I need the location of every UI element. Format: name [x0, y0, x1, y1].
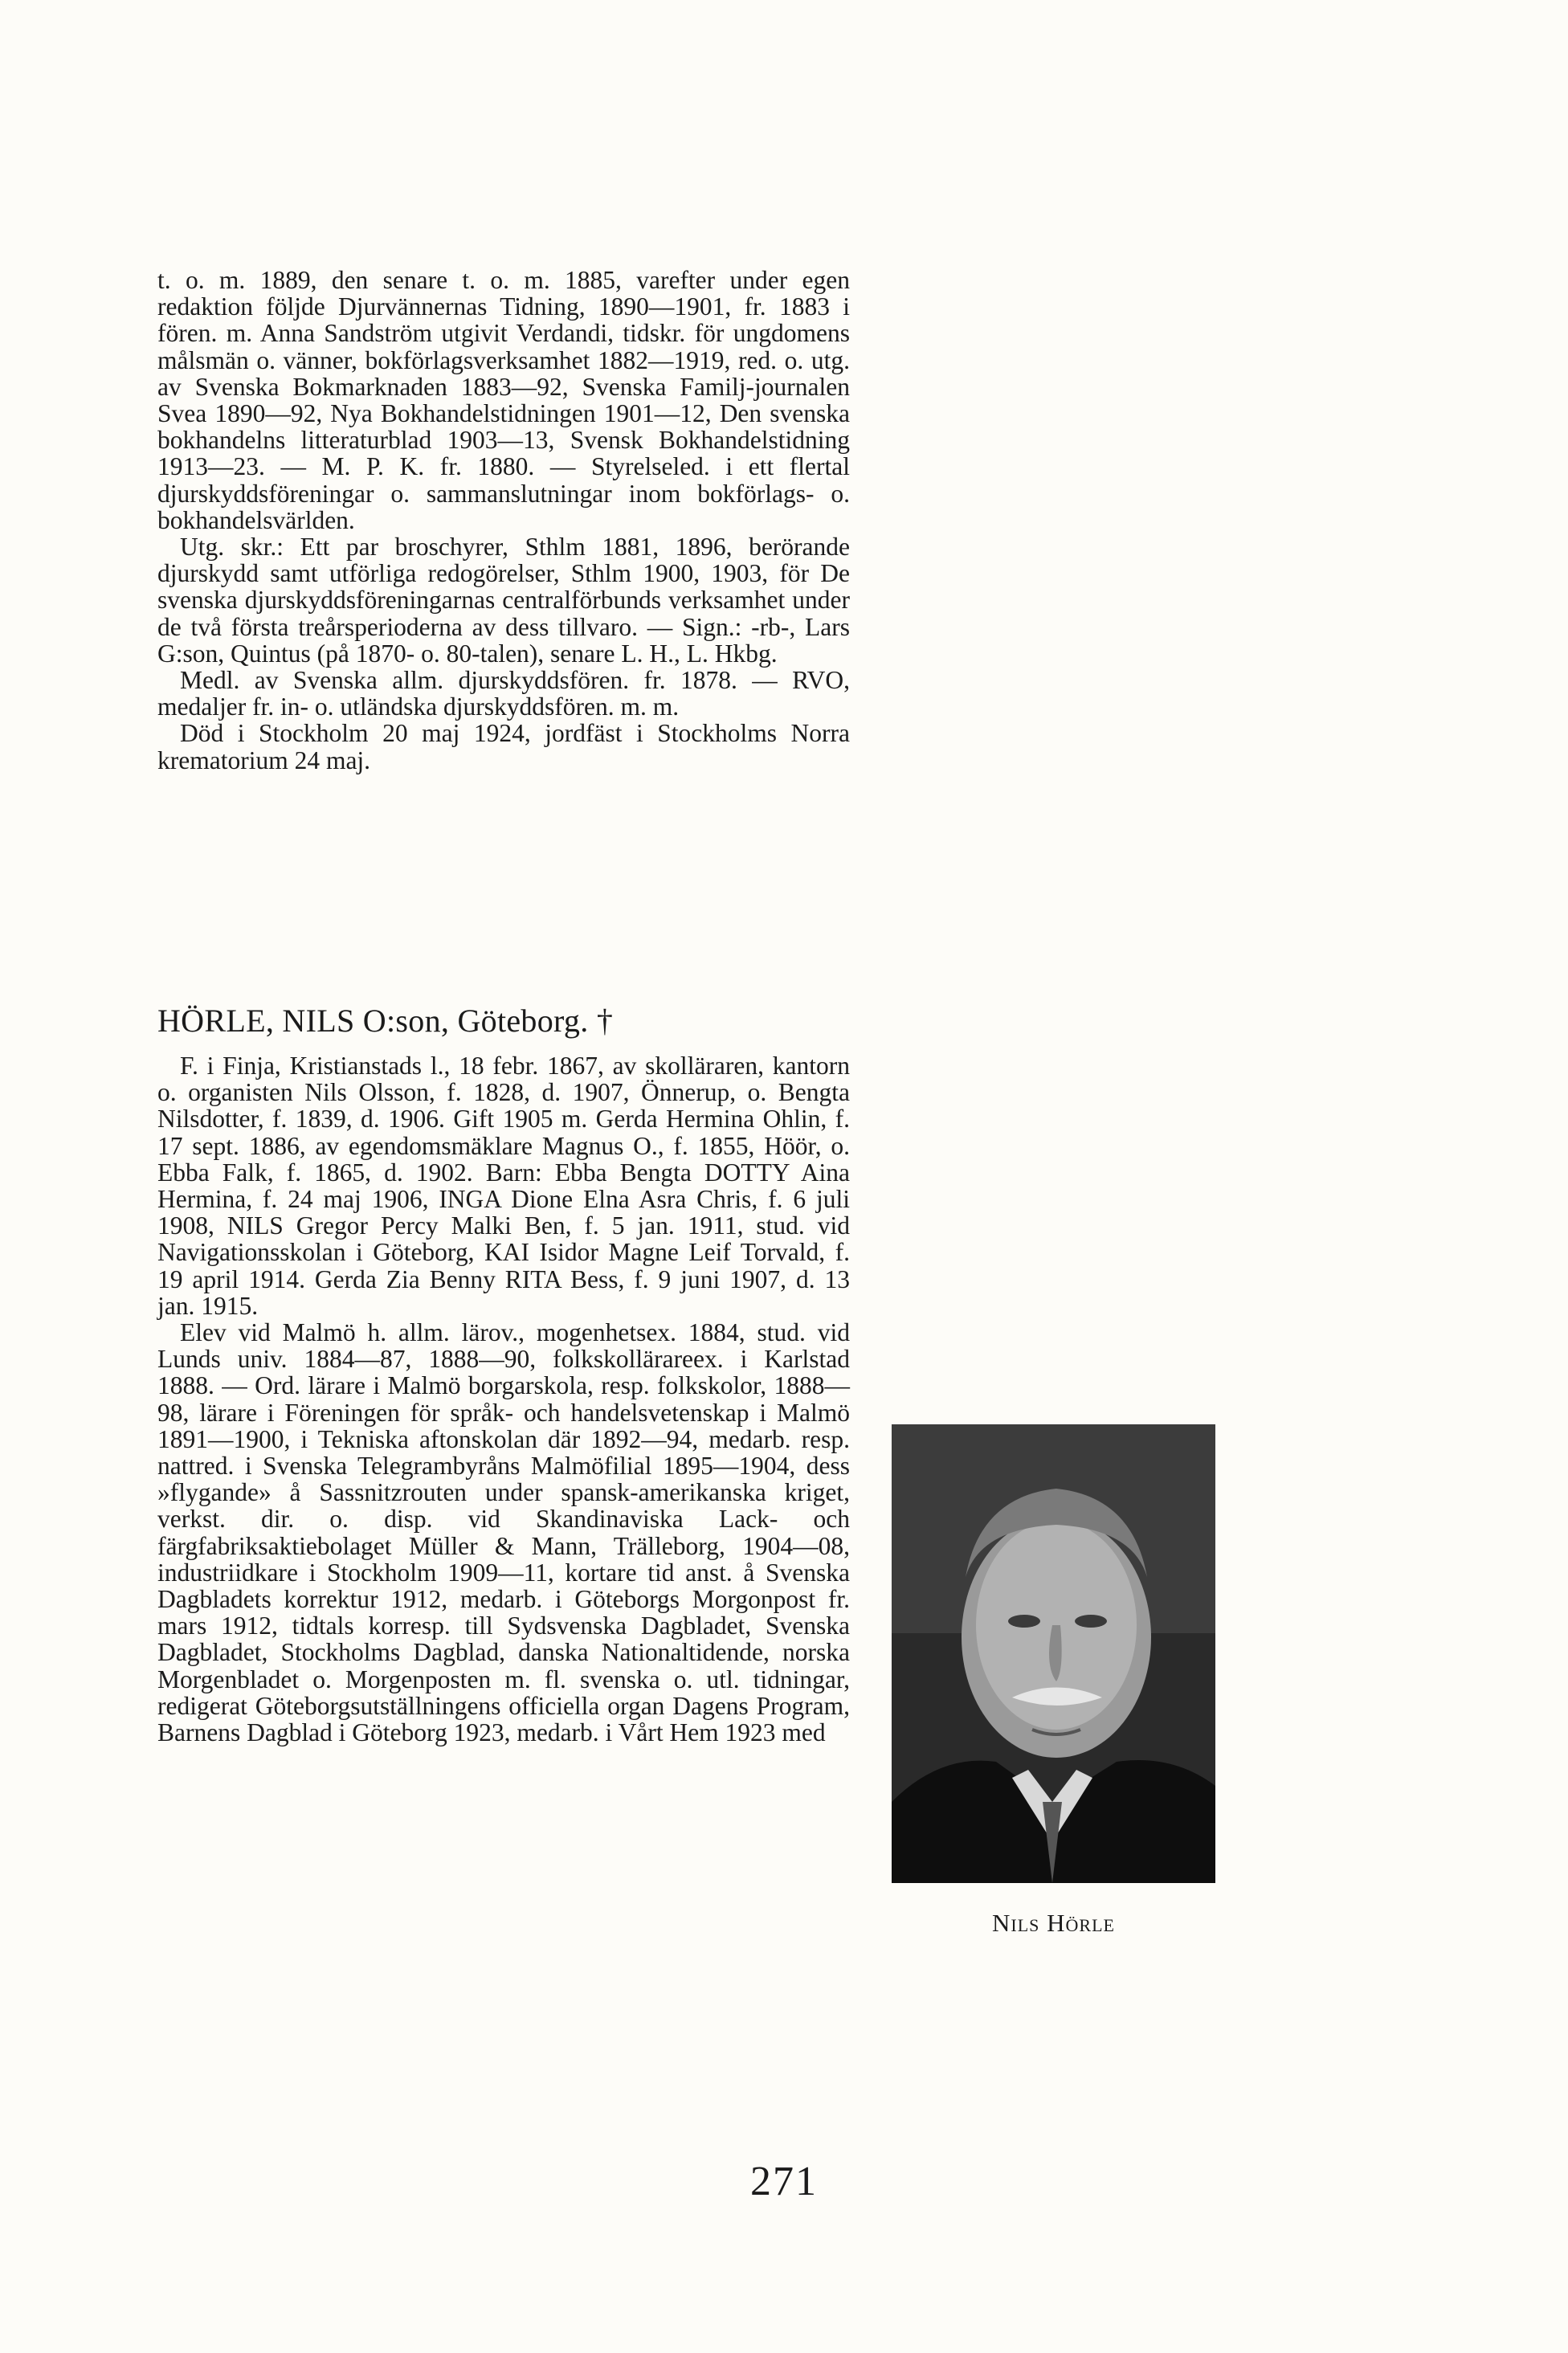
paragraph: Död i Stockholm 20 maj 1924, jordfäst i Stockholms Norra krematorium 24 maj.	[157, 719, 850, 774]
paragraph: Utg. skr.: Ett par broschyrer, Sthlm 1881, 1896, berörande djurskydd samt utförliga redogörelser, Sthlm 1900, 1903, för De svenska djurskyddsföreningarnas centralförbunds verksamhet under de två första treårsperioderna av dess tillvaro. — Sign.: -rb-, Lars G:son, Quintus (på 1870- o. 80-talen), senare L. H., L. Hkbg.	[157, 533, 850, 668]
paragraph: t. o. m. 1889, den senare t. o. m. 1885, varefter under egen redaktion följde Djurvännernas Tidning, 1890—1901, fr. 1883 i fören. m. Anna Sandström utgivit Verdandi, tidskr. för ungdomens målsmän o. vänner, bokförlagsverksamhet 1882—1919, red. o. utg. av Svenska Bokmarknaden 1883—92, Svenska Familj-journalen Svea 1890—92, Nya Bokhandelstidningen 1901—12, Den svenska bokhandelns litteraturblad 1903—13, Svensk Bokhandelstidning 1913—23. — M. P. K. fr. 1880. — Styrelseled. i ett flertal djurskyddsföreningar o. sammanslutningar inom bokförlags- o. bokhandelsvärlden.	[157, 266, 850, 534]
entry-body	[157, 1052, 850, 1746]
page-number: 271	[750, 2159, 818, 2204]
portrait-illustration	[892, 1424, 1215, 1883]
paragraph: Elev vid Malmö h. allm. lärov., mogenhetsex. 1884, stud. vid Lunds univ. 1884—87, 1888—90, folkskollärareex. i Karlstad 1888. — Ord. lärare i Malmö borgarskola, resp. folkskolor, 1888—98, lärare i Föreningen för språk- och handelsvetenskap i Malmö 1891—1900, i Tekniska aftonskolan där 1892—94, medarb. resp. nattred. i Svenska Telegrambyråns Malmöfilial 1895—1904, dess »flygande» å Sassnitzrouten under spansk-amerikanska kriget, verkst. dir. o. disp. vid Skandinaviska Lack- och färgfabriksaktiebolaget Müller & Mann, Trälleborg, 1904—08, industriidkare i Stockholm 1909—11, kortare tid anst. å Svenska Dagbladets korrektur 1912, medarb. i Göteborgs Morgonpost fr. mars 1912, tidtals korresp. till Sydsvenska Dagbladet, Svenska Dagbladet, Stockholms Dagblad, danska Nationaltidende, norska Morgenbladet o. Morgenposten m. fl. svenska o. utl. tidningar, redigerat Göteborgsutställningens officiella organ Dagens Program, Barnens Dagblad i Göteborg 1923, medarb. i Vårt Hem 1923 med	[157, 1318, 850, 1747]
portrait-photo	[892, 1424, 1215, 1883]
photo-caption: Nils Hörle	[992, 1909, 1115, 1937]
paragraph: F. i Finja, Kristianstads l., 18 febr. 1867, av skolläraren, kantorn o. organisten Nils Olsson, f. 1828, d. 1907, Önnerup, o. Bengta Nilsdotter, f. 1839, d. 1906. Gift 1905 m. Gerda Hermina Ohlin, f. 17 sept. 1886, av egendomsmäklare Magnus O., f. 1855, Höör, o. Ebba Falk, f. 1865, d. 1902. Barn: Ebba Bengta DOTTY Aina Hermina, f. 24 maj 1906, INGA Dione Elna Asra Chris, f. 6 juli 1908, NILS Gregor Percy Malki Ben, f. 5 jan. 1911, stud. vid Navigationsskolan i Göteborg, KAI Isidor Magne Leif Torvald, f. 19 april 1914. Gerda Zia Benny RITA Bess, f. 9 juni 1907, d. 13 jan. 1915.	[157, 1052, 850, 1320]
entry-heading: HÖRLE, NILS O:son, Göteborg. †	[157, 1003, 614, 1039]
paragraph: Medl. av Svenska allm. djurskyddsfören. fr. 1878. — RVO, medaljer fr. in- o. utländska djurskyddsfören. m. m.	[157, 666, 850, 721]
previous-entry-continuation	[157, 267, 850, 774]
